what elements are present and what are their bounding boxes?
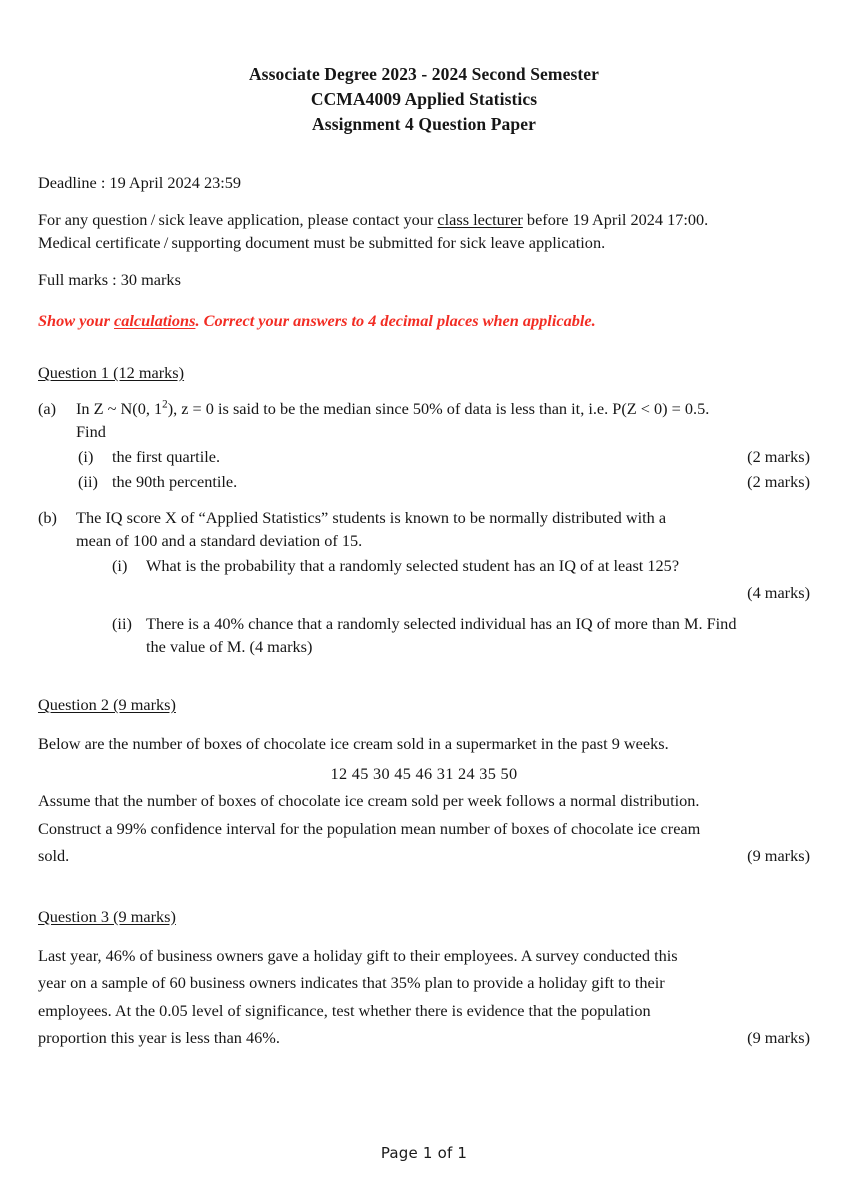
- question-1b-subpart-i: [38, 554, 810, 577]
- page-number-label: Page 1 of 1: [380, 1144, 468, 1162]
- question-2-intro: Below are the number of boxes of chocolate ice cream sold in a supermarket in the past 9 weeks.: [38, 734, 669, 753]
- subpart-i-marks: (2 marks): [747, 447, 810, 466]
- question-1-part-b: [38, 506, 810, 552]
- subpart-ii-label: (ii): [78, 472, 98, 491]
- question-1-part-a: [38, 397, 810, 443]
- page-footer: [0, 1144, 848, 1162]
- subpart-b-i-line-1: What is the probability that a randomly selected student has an IQ of at least 125?: [146, 556, 680, 575]
- part-a-text-head: In Z ~ N(0, 1: [76, 399, 163, 418]
- question-2-body-line-3-row: [38, 842, 810, 870]
- deadline-text: Deadline : 19 April 2024 23:59: [38, 173, 242, 192]
- full-marks-text: Full marks : 30 marks: [38, 270, 181, 289]
- question-3-section: [38, 906, 810, 928]
- subpart-b-ii-line-2: the value of M.: [146, 637, 246, 656]
- question-3-body: [38, 942, 810, 1052]
- subpart-ii-marks: (2 marks): [747, 472, 810, 491]
- question-1a-subpart-i: [38, 445, 810, 468]
- subpart-ii-text: the 90th percentile.: [112, 472, 238, 491]
- subpart-b-i-text: [146, 554, 810, 577]
- contact-instructions: [38, 208, 810, 254]
- question-1-heading: Question 1 (12 marks): [38, 363, 185, 382]
- question-2-body-line-2: Construct a 99% confidence interval for the population mean number of boxes of chocolate ice cream: [38, 818, 701, 838]
- subpart-b-ii-text: [146, 612, 810, 658]
- part-a-text: [76, 397, 810, 443]
- header-line-program: Associate Degree 2023 - 2024 Second Semester: [248, 64, 600, 84]
- part-a-text-tail: ), z = 0 is said to be the median since 50% of data is less than it, i.e. P(Z < 0) = 0.5.: [167, 399, 710, 418]
- header-line-assignment: Assignment 4 Question Paper: [312, 114, 536, 134]
- subpart-b-i-label: (i): [112, 556, 128, 575]
- question-1-section: [38, 362, 810, 384]
- part-a-line-1: [76, 397, 810, 420]
- part-a-label: (a): [38, 399, 57, 418]
- part-b-label: (b): [38, 508, 57, 527]
- subpart-b-ii-line-1: There is a 40% chance that a randomly selected individual has an IQ of more than M. Find: [146, 614, 737, 633]
- warning-text-before: Show your: [38, 311, 115, 330]
- question-2-heading: Question 2 (9 marks): [38, 695, 176, 714]
- show-calculations-warning: [38, 309, 810, 332]
- question-3-body-line-4-row: [38, 1024, 810, 1052]
- subpart-i-label: (i): [78, 447, 94, 466]
- part-b-line-2: mean of 100 and a standard deviation of 15.: [76, 531, 363, 550]
- subpart-b-ii-line-2-row: [146, 635, 810, 658]
- question-3-heading: Question 3 (9 marks): [38, 906, 176, 926]
- class-lecturer-link[interactable]: class lecturer: [437, 210, 523, 229]
- question-3-body-line-3: employees. At the 0.05 level of significance, test whether there is evidence that the population: [38, 1000, 651, 1020]
- subpart-b-ii-marks: (4 marks): [249, 637, 313, 656]
- question-2-body-line-3: sold.: [38, 846, 70, 865]
- part-b-text: [76, 506, 810, 552]
- question-3-body-line-2: year on a sample of 60 business owners indicates that 35% plan to provide a holiday gift to their: [38, 973, 665, 992]
- contact-text-before: For any question / sick leave application, please contact your: [38, 210, 438, 229]
- warning-text-after: . Correct your answers to 4 decimal places when applicable.: [195, 311, 596, 330]
- variance-exponent: 2: [162, 398, 168, 411]
- header-line-course: CCMA4009 Applied Statistics: [310, 89, 538, 109]
- subpart-i-text: the first quartile.: [112, 447, 221, 466]
- question-2-marks: (9 marks): [747, 846, 810, 865]
- question-3-body-line-4: proportion this year is less than 46%.: [38, 1028, 280, 1047]
- subpart-b-i-marks: (4 marks): [747, 583, 810, 602]
- part-b-line-1: The IQ score X of “Applied Statistics” students is known to be normally distributed with a: [76, 508, 667, 527]
- document-header: [38, 0, 810, 137]
- part-a-line-2: Find: [76, 422, 106, 441]
- question-1a-subpart-ii: [38, 470, 810, 493]
- medical-certificate-text: Medical certificate / supporting document must be submitted for sick leave application.: [38, 233, 606, 252]
- question-3-marks: (9 marks): [747, 1028, 810, 1047]
- question-1b-subpart-ii: [38, 612, 810, 658]
- question-2-body: [38, 730, 810, 870]
- subpart-b-ii-label: (ii): [112, 614, 132, 633]
- contact-text-after: before 19 April 2024 17:00.: [522, 210, 709, 229]
- calculations-emphasis: calculations: [114, 311, 196, 330]
- intro-block: [38, 171, 810, 291]
- question-2-body-line-1: Assume that the number of boxes of chocolate ice cream sold per week follows a normal distribution.: [38, 791, 700, 810]
- question-3-body-line-1: Last year, 46% of business owners gave a holiday gift to their employees. A survey conducted this: [38, 945, 678, 965]
- question-2-section: [38, 694, 810, 716]
- question-2-data-values: 12 45 30 45 46 31 24 35 50: [330, 763, 518, 783]
- question-1-body: [38, 397, 810, 658]
